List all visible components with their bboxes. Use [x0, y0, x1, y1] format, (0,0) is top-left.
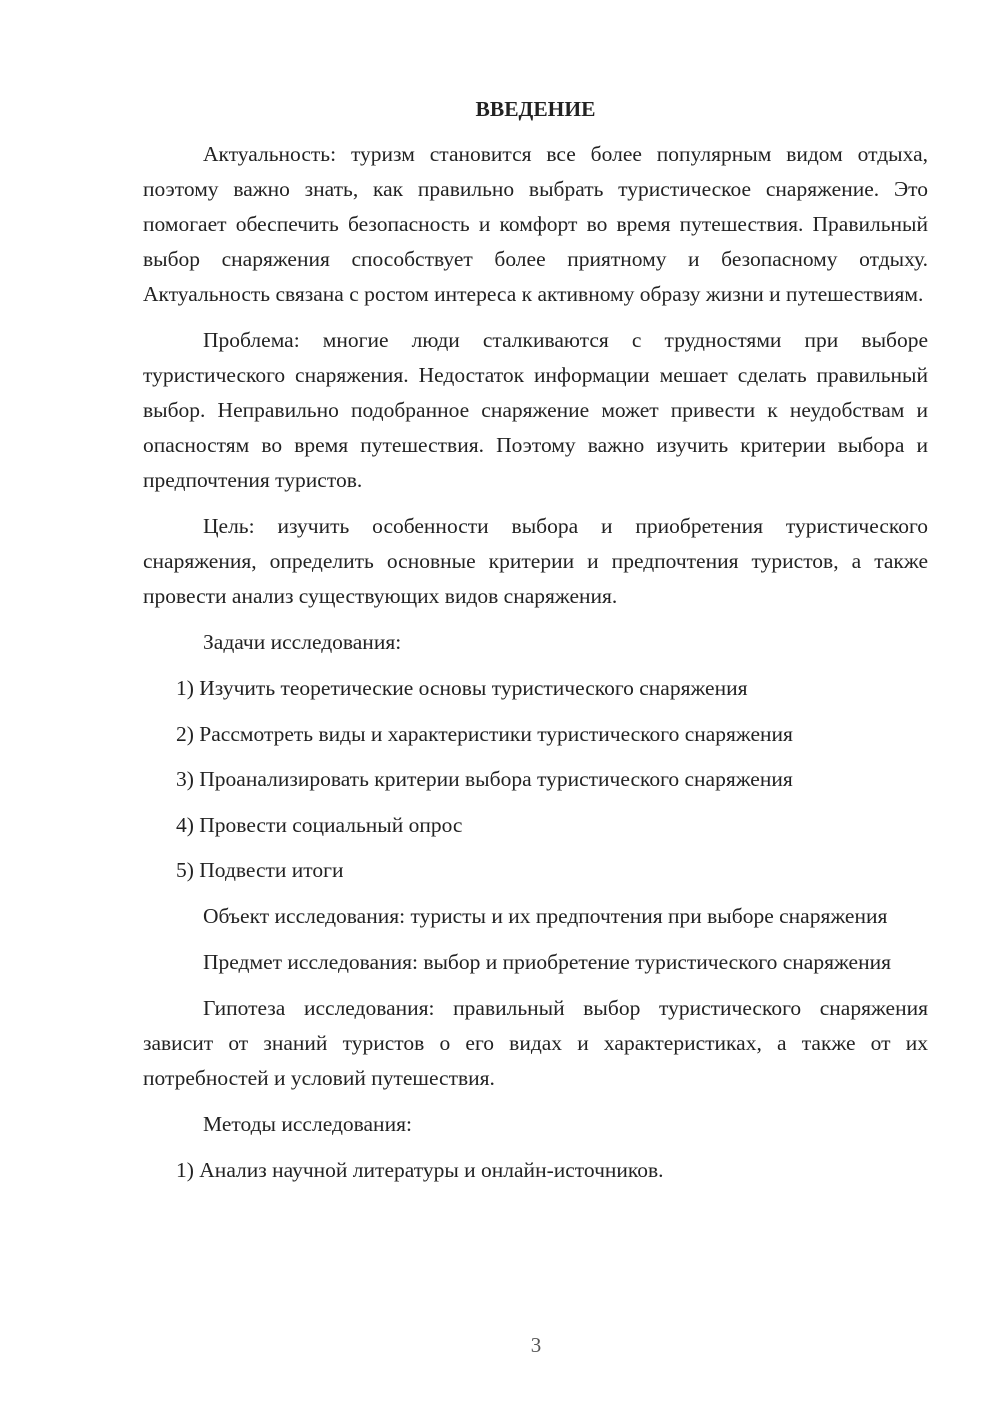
task-item: 5) Подвести итоги: [176, 858, 344, 882]
hypothesis-paragraph: Гипотеза исследования: правильный выбор туристического снаряжения зависит от знаний туристов о его видах и характеристиках, а также от их потребностей и условий путешествия.: [143, 995, 928, 1090]
document-page: [143, 92, 928, 1198]
task-item: 1) Изучить теоретические основы туристического снаряжения: [176, 676, 748, 700]
section-title: ВВЕДЕНИЕ: [475, 97, 596, 121]
problem-paragraph: Проблема: многие люди сталкиваются с трудностями при выборе туристического снаряжения. Недостаток информации мешает сделать правильный выбор. Неправильно подобранное снаряжение может привести к неудобствам и опасностям во время путешествия. Поэтому важно изучить критерии выбора и предпочтения туристов.: [143, 328, 928, 492]
methods-label: Методы исследования:: [203, 1111, 412, 1136]
methods-list: [143, 1153, 928, 1188]
relevance-paragraph: Актуальность: туризм становится все более популярным видом отдыха, поэтому важно знать, как правильно выбрать туристическое снаряжение. Это помогает обеспечить безопасность и комфорт во время путешествия. Правильный выбор снаряжения способствует более приятному и безопасному отдыху. Актуальность связана с ростом интереса к активному образу жизни и путешествиям.: [143, 142, 928, 306]
tasks-label: Задачи исследования:: [203, 630, 402, 654]
task-item: 3) Проанализировать критерии выбора туристического снаряжения: [176, 767, 793, 791]
page-number: 3: [530, 1333, 542, 1357]
task-item: 2) Рассмотреть виды и характеристики туристического снаряжения: [176, 721, 793, 746]
subject-paragraph: Предмет исследования: выбор и приобретение туристического снаряжения: [203, 949, 891, 974]
task-item: 4) Провести социальный опрос: [176, 812, 463, 837]
goal-paragraph: Цель: изучить особенности выбора и приобретения туристического снаряжения, определить основные критерии и предпочтения туристов, а также провести анализ существующих видов снаряжения.: [143, 514, 928, 608]
object-paragraph: Объект исследования: туристы и их предпочтения при выборе снаряжения: [203, 903, 888, 928]
tasks-list: [143, 671, 928, 888]
method-item: 1) Анализ научной литературы и онлайн-источников.: [176, 1157, 664, 1182]
